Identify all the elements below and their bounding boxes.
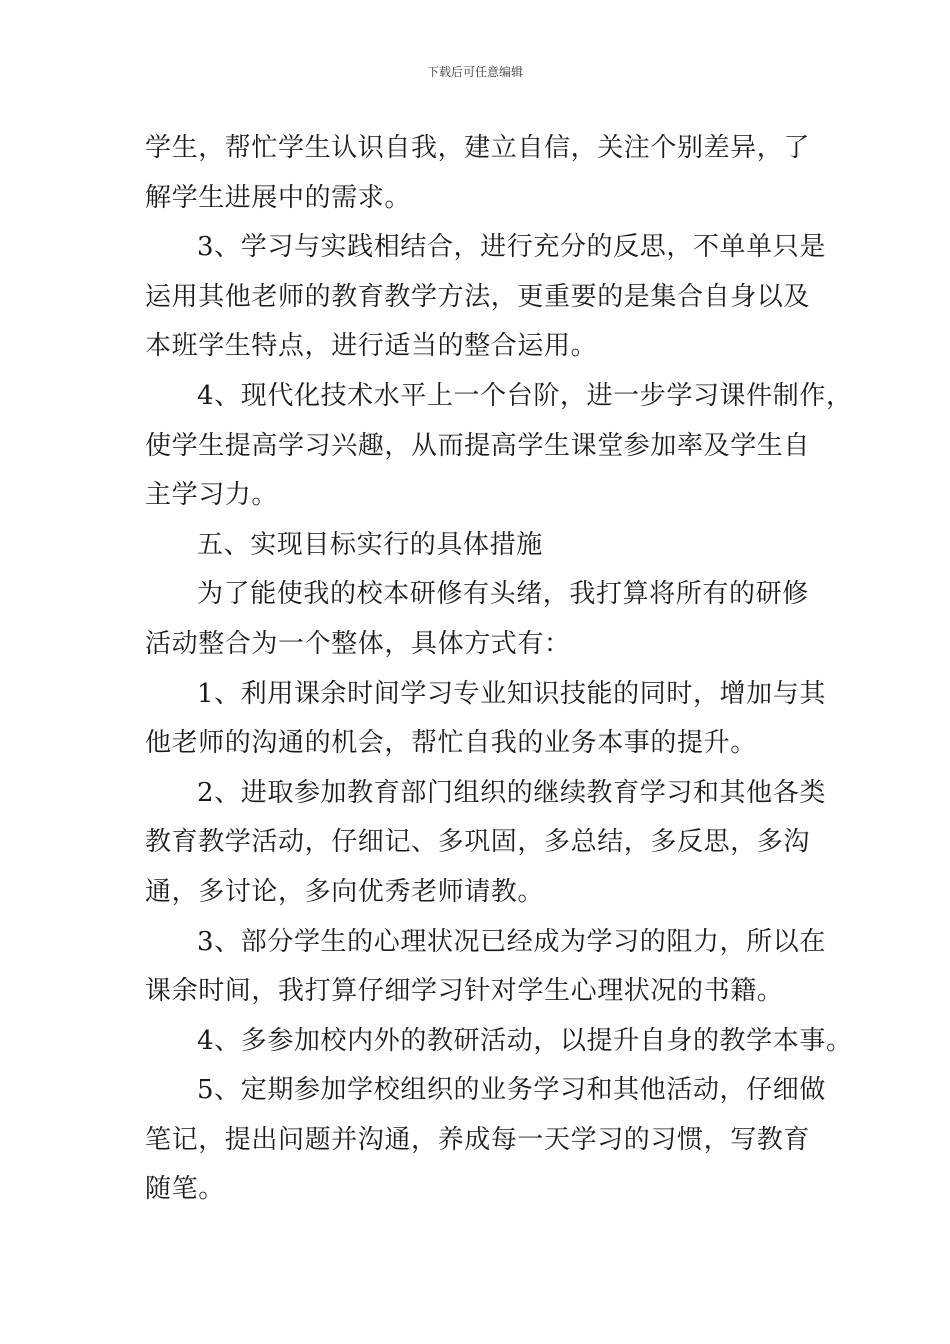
- paragraph-item-4: [145, 372, 853, 521]
- text-line: 为了能使我的校本研修有头绪，我打算将所有的研修: [197, 579, 809, 610]
- text-line: 5、定期参加学校组织的业务学习和其他活动，仔细做: [197, 1075, 826, 1106]
- text-line: 通，多讨论，多向优秀老师请教。: [145, 876, 545, 907]
- text-line: 五、实现目标实行的具体措施: [197, 529, 543, 560]
- paragraph-measure-5: [145, 1066, 826, 1215]
- text-line: 活动整合为一个整体，具体方式有：: [145, 628, 571, 659]
- text-line: 教育教学活动，仔细记、多巩固，多总结，多反思，多沟: [145, 827, 811, 858]
- text-line: 1、利用课余时间学习专业知识技能的同时，增加与其: [197, 678, 826, 709]
- text-line: 3、学习与实践相结合，进行充分的反思，不单单只是: [197, 232, 826, 263]
- paragraph-measure-2: [145, 769, 826, 918]
- text-line: 3、部分学生的心理状况已经成为学习的阻力，所以在: [197, 926, 826, 957]
- paragraph-item-3: [145, 223, 826, 372]
- text-line: 2、进取参加教育部门组织的继续教育学习和其他各类: [197, 777, 826, 808]
- paragraph-section-intro: [145, 570, 815, 669]
- text-line: 4、现代化技术水平上一个台阶，进一步学习课件制作，: [197, 380, 853, 411]
- text-line: 他老师的沟通的机会，帮忙自我的业务本事的提升。: [145, 728, 757, 759]
- text-line: 主学习力。: [145, 480, 279, 511]
- text-line: 使学生提高学习兴趣，从而提高学生课堂参加率及学生自: [145, 430, 811, 461]
- text-line: 运用其他老师的教育教学方法，更重要的是集合自身以及: [145, 281, 811, 312]
- section-heading: [145, 521, 815, 571]
- text-line: 随笔。: [145, 1174, 225, 1205]
- text-line: 本班学生特点，进行适当的整合运用。: [145, 331, 598, 362]
- text-line: 笔记，提出问题并沟通，养成每一天学习的习惯，写教育: [145, 1124, 811, 1155]
- text-line: 课余时间，我打算仔细学习针对学生心理状况的书籍。: [145, 976, 784, 1007]
- text-line: 学生，帮忙学生认识自我，建立自信，关注个别差异，了: [145, 133, 811, 163]
- paragraph-measure-4: [145, 1017, 853, 1067]
- document-body: [145, 124, 853, 1215]
- paragraph-continuation: [145, 124, 815, 223]
- text-line: 4、多参加校内外的教研活动，以提升自身的教学本事。: [197, 1025, 853, 1056]
- page-header-note: 下载后可任意编辑: [426, 65, 523, 79]
- text-line: 解学生进展中的需求。: [145, 182, 412, 213]
- paragraph-measure-3: [145, 918, 826, 1017]
- paragraph-measure-1: [145, 670, 826, 769]
